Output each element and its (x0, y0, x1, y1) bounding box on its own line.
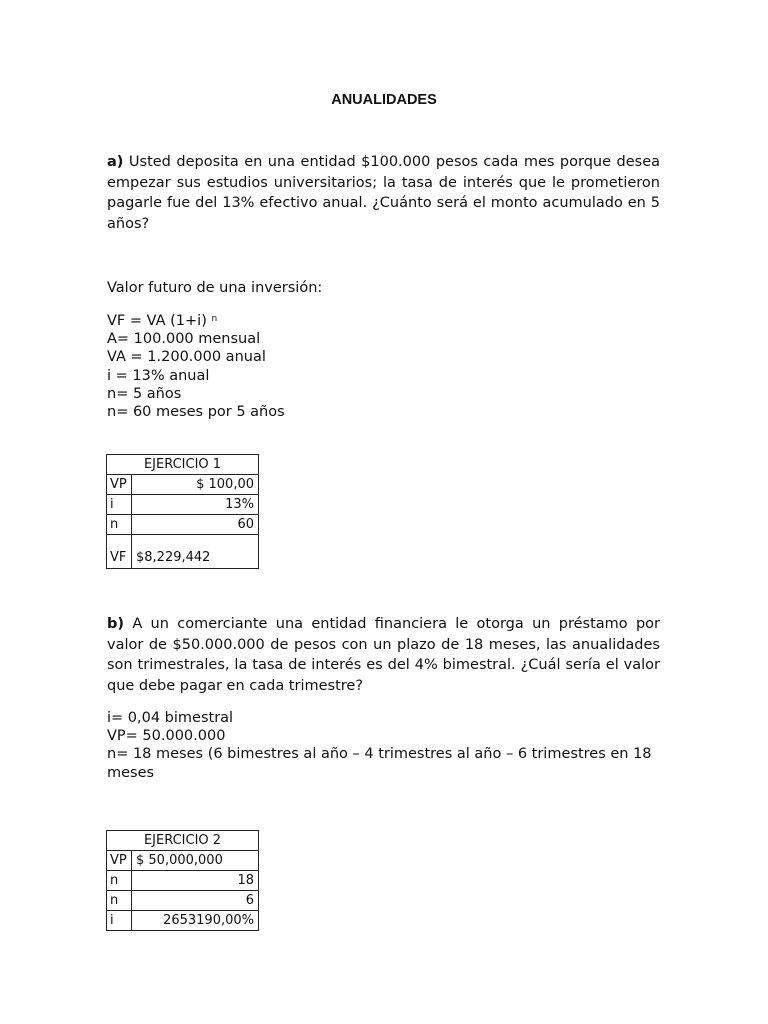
exercise-1-table (106, 454, 259, 569)
problem-a-variables (107, 310, 660, 421)
exercise-2-header: EJERCICIO 2 (107, 831, 259, 851)
table-row (107, 515, 259, 535)
table-key: n (107, 515, 132, 535)
table-key: VP (107, 851, 132, 871)
variable-line: i = 13% anual (107, 367, 210, 384)
variable-line: n= 60 meses por 5 años (107, 404, 285, 421)
exercise-1-header: EJERCICIO 1 (107, 455, 259, 475)
variable-line: VA = 1.200.000 anual (107, 349, 266, 366)
formula-base: VF = VA (1+i) (107, 313, 207, 329)
table-key: VP (107, 475, 132, 495)
variable-line: n= 5 años (107, 385, 182, 402)
formula-line (107, 310, 660, 330)
problem-b-marker: b) (107, 616, 125, 632)
problem-b-text: A un comerciante una entidad financiera le otorga un préstamo por valor de $50.000.000 de pesos con un plazo de 18 meses, las anualidades son trimestrales, la tasa de interés es del 4% bimestral. ¿Cuál sería el valor que debe pagar en cada trimestre? (107, 616, 660, 695)
table-key: i (107, 495, 132, 515)
problem-b-statement (107, 614, 660, 697)
variable-line: meses (107, 764, 155, 781)
table-row (107, 495, 259, 515)
table-value: 6 (132, 891, 259, 911)
problem-b-variables (107, 709, 660, 782)
table-value: $8,229,442 (132, 535, 259, 569)
problem-a-statement (107, 152, 660, 235)
problem-a-text: Usted deposita en una entidad $100.000 pesos cada mes porque desea empezar sus estudios universitarios; la tasa de interés que le prometieron pagarle fue del 13% efectivo anual. ¿Cuánto será el monto acumulado en 5 años? (107, 154, 660, 233)
table-row (107, 871, 259, 891)
page-title: ANUALIDADES (331, 92, 437, 108)
table-row (107, 911, 259, 931)
future-value-label: Valor futuro de una inversión: (107, 280, 323, 296)
table-value: $ 100,00 (132, 475, 259, 495)
variable-line: i= 0,04 bimestral (107, 710, 234, 726)
table-key: VF (107, 535, 132, 569)
table-value: 2653190,00% (132, 911, 259, 931)
table-value: 60 (132, 515, 259, 535)
problem-a-marker: a) (107, 154, 124, 170)
table-value: 13% (132, 495, 259, 515)
table-row (107, 535, 259, 569)
table-value: 18 (132, 871, 259, 891)
exercise-2-table (106, 830, 259, 931)
table-value: $ 50,000,000 (132, 851, 259, 871)
table-row (107, 475, 259, 495)
table-key: n (107, 871, 132, 891)
table-row (107, 851, 259, 871)
formula-exponent: n (211, 314, 218, 324)
variable-line: n= 18 meses (6 bimestres al año – 4 trimestres al año – 6 trimestres en 18 (107, 746, 652, 763)
table-row (107, 891, 259, 911)
variable-line: VP= 50.000.000 (107, 728, 226, 745)
variable-line: A= 100.000 mensual (107, 331, 261, 348)
table-key: i (107, 911, 132, 931)
table-key: n (107, 891, 132, 911)
